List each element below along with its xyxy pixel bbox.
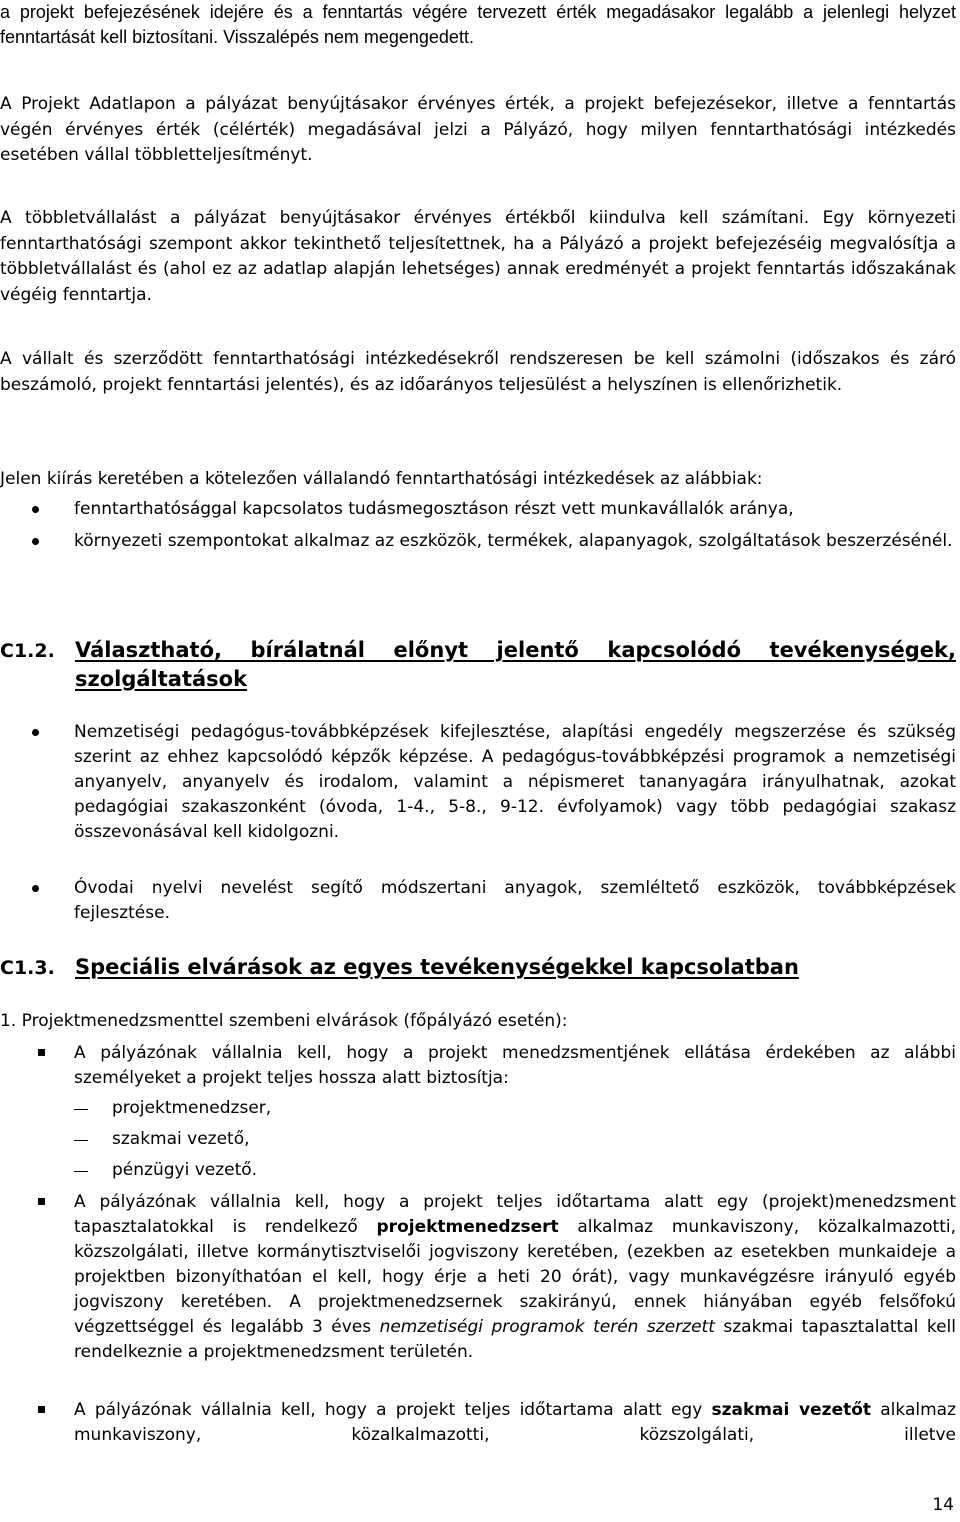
square-bullet-icon	[38, 1049, 45, 1056]
list-item-text: A pályázónak vállalnia kell, hogy a projekt menedzsmentjének ellátása érdekében az alábbi személyeket a projekt teljes hossza alatt biztosítja:	[74, 1043, 956, 1088]
text-run: alkalmaz munkaviszony, közalkalmazotti, közszolgálati, illetve kormánytisztviselői jogviszony keretében, (ezekben az esetekben munkaideje a projektben bizonyíthatóan el kell, hogy érje a heti 20 órát), vagy munkavégzésre irányuló egyéb jogviszony keretében. A projektmenedzsernek szakirányú, ennek hiányában egyéb felsőfokú végzettséggel és legalább 3 éves	[74, 1217, 956, 1337]
dash-icon	[74, 1140, 88, 1141]
italic-phrase: nemzetiségi programok terén szerzett	[379, 1317, 715, 1337]
text-run: szakmai tapasztalattal kell rendelkeznie a projektmenedzsment területén.	[74, 1317, 956, 1362]
bold-term: szakmai vezetőt	[711, 1400, 872, 1420]
section-title: Speciális elvárások az egyes tevékenységekkel kapcsolatban	[75, 955, 799, 979]
text-run: A pályázónak vállalnia kell, hogy a projekt teljes időtartama alatt egy (projekt)menedzsment tapasztalatokkal is rendelkező	[74, 1192, 956, 1237]
square-bullet-icon	[38, 1406, 45, 1413]
paragraph-reporting: A vállalt és szerződött fenntarthatósági intézkedésekről rendszeresen be kell számolni (időszakos és záró beszámoló, projekt fenntartási jelentés), és az időarányos teljesülést a helyszínen is ellenőrizhetik.	[0, 349, 956, 395]
list-item-text	[74, 1398, 956, 1448]
section-number: C1.3.	[0, 957, 55, 979]
list-item-text: fenntarthatósággal kapcsolatos tudásmegosztáson részt vett munkavállalók aránya,	[74, 499, 794, 519]
paragraph-mandatory-measures-intro: Jelen kiírás keretében a kötelezően vállalandó fenntarthatósági intézkedések az alábbiak:	[0, 469, 763, 489]
section-heading-c12	[0, 636, 956, 696]
dash-icon	[74, 1109, 88, 1110]
bold-term: projektmenedzsert	[376, 1217, 559, 1237]
bullet-icon	[32, 538, 39, 545]
dash-item-text: pénzügyi vezető.	[112, 1160, 258, 1180]
text-run: alkalmaz munkaviszony, közalkalmazotti, közszolgálati, illetve	[74, 1400, 956, 1445]
numbered-intro: 1. Projektmenedzsmenttel szembeni elvárások (főpályázó esetén):	[0, 1011, 568, 1031]
section-number: C1.2.	[0, 640, 55, 662]
list-item-text	[74, 1190, 956, 1365]
list-item-text: Óvodai nyelvi nevelést segítő módszertani anyagok, szemléltető eszközök, továbbképzések fejlesztése.	[74, 878, 956, 923]
paragraph-project-datasheet: A Projekt Adatlapon a pályázat benyújtásakor érvényes érték, a projekt befejezésekor, illetve a fenntartás végén érvényes érték (célérték) megadásával jelzi a Pályázó, hogy milyen fenntarthatósági intézkedés esetében vállal többletteljesítményt.	[0, 94, 956, 165]
square-bullet-icon	[38, 1198, 45, 1205]
bullet-icon	[32, 885, 39, 892]
continuation-paragraph: a projekt befejezésének idejére és a fenntartás végére tervezett érték megadásakor legalább a jelenlegi helyzet fenntartását kell biztosítani. Visszalépés nem megengedett.	[0, 2, 956, 47]
list-item-text: környezeti szempontokat alkalmaz az eszközök, termékek, alapanyagok, szolgáltatások beszerzésénél.	[74, 531, 953, 551]
dash-item-text: szakmai vezető,	[112, 1129, 250, 1149]
section-title: Választható, bírálatnál előnyt jelentő kapcsolódó tevékenységek, szolgáltatások	[75, 638, 956, 691]
text-run: A pályázónak vállalnia kell, hogy a projekt teljes időtartama alatt egy	[74, 1400, 712, 1420]
section-heading-c13	[0, 953, 956, 985]
dash-item-text: projektmenedzser,	[112, 1098, 272, 1118]
page-number: 14	[932, 1495, 954, 1515]
bullet-icon	[32, 506, 39, 513]
paragraph-surplus-commitment: A többletvállalást a pályázat benyújtásakor érvényes értékből kiindulva kell számítani. Egy környezeti fenntarthatósági szempont akkor tekinthető teljesítettnek, ha a Pályázó a projekt befejezéséig megvalósítja a többletvállalást és (ahol ez az adatlap alapján lehetséges) annak eredményét a projekt fenntartás időszakának végéig fenntartja.	[0, 208, 956, 305]
bullet-icon	[32, 729, 39, 736]
dash-icon	[74, 1171, 88, 1172]
list-item-text: Nemzetiségi pedagógus-továbbképzések kifejlesztése, alapítási engedély megszerzése és szükség szerint az ehhez kapcsolódó képzők képzése. A pedagógus-továbbképzési programok a nemzetiségi anyanyelv, anyanyelv és irodalom, valamint a népismeret tananyagára irányulhatnak, azokat pedagógiai szakaszonként (óvoda, 1-4., 5-8., 9-12. évfolyamok) vagy több pedagógiai szakasz összevonásával kell kidolgozni.	[74, 722, 956, 842]
